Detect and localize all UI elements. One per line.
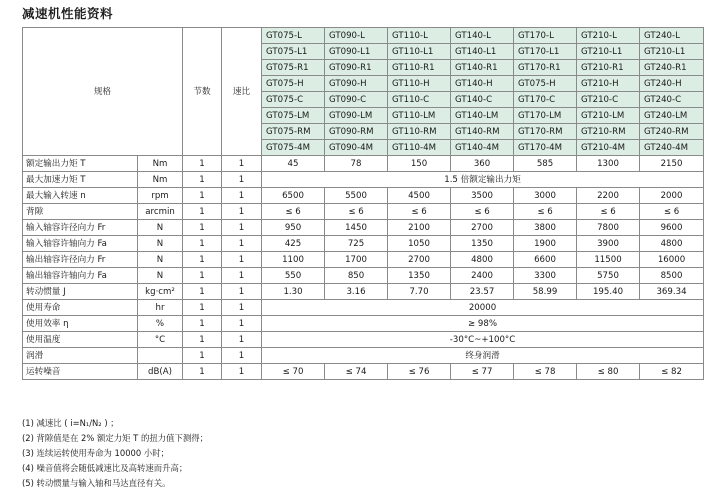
model-cell: GT075-4M	[262, 140, 325, 156]
value-cell: 6600	[514, 252, 577, 268]
row-label: 输出轴容许轴向力 Fa	[23, 268, 138, 284]
value-cell: 8500	[640, 268, 704, 284]
footnote-item: (1) 减速比 ( i=N₁/N₂ ) ；	[22, 418, 119, 428]
value-cell: 1100	[262, 252, 325, 268]
table-row	[23, 252, 704, 268]
value-cell: 360	[451, 156, 514, 172]
value-cell: 2200	[577, 188, 640, 204]
value-cell: ≤ 70	[262, 364, 325, 380]
row-label: 转动惯量 J	[23, 284, 138, 300]
value-cell: 2700	[451, 220, 514, 236]
row-unit: N	[138, 220, 183, 236]
model-cell: GT210-H	[577, 76, 640, 92]
row-ratio: 1	[222, 364, 262, 380]
footnote-item: (3) 连续运转使用寿命为 10000 小时；	[22, 448, 169, 458]
model-cell: GT140-LM	[451, 108, 514, 124]
value-cell: 150	[388, 156, 451, 172]
row-unit: N	[138, 236, 183, 252]
table-row	[23, 364, 704, 380]
model-cell: GT075-H	[262, 76, 325, 92]
value-cell: ≤ 80	[577, 364, 640, 380]
row-stage: 1	[183, 252, 222, 268]
model-cell: GT075-L1	[262, 44, 325, 60]
row-unit: dB(A)	[138, 364, 183, 380]
row-label: 最大加速力矩 T	[23, 172, 138, 188]
model-cell: GT140-R1	[451, 60, 514, 76]
row-label: 最大输入转速 n	[23, 188, 138, 204]
table-row	[23, 204, 704, 220]
row-ratio: 1	[222, 284, 262, 300]
row-ratio: 1	[222, 172, 262, 188]
row-label: 输入轴容许轴向力 Fa	[23, 236, 138, 252]
model-cell: GT170-R1	[514, 60, 577, 76]
value-cell: 2150	[640, 156, 704, 172]
model-cell: GT140-L1	[451, 44, 514, 60]
model-cell: GT240-4M	[640, 140, 704, 156]
value-cell: ≤ 6	[514, 204, 577, 220]
model-cell: GT075-C	[262, 92, 325, 108]
model-cell: GT090-C	[325, 92, 388, 108]
value-cell: 23.57	[451, 284, 514, 300]
value-cell: ≤ 6	[640, 204, 704, 220]
model-cell: GT170-L1	[514, 44, 577, 60]
row-label: 使用温度	[23, 332, 138, 348]
row-label: 使用效率 η	[23, 316, 138, 332]
model-cell: GT240-H	[640, 76, 704, 92]
table-row	[23, 188, 704, 204]
value-cell: 5500	[325, 188, 388, 204]
value-cell: 3000	[514, 188, 577, 204]
value-cell: 425	[262, 236, 325, 252]
model-cell: GT110-C	[388, 92, 451, 108]
model-cell: GT110-RM	[388, 124, 451, 140]
row-span-value: 1.5 倍额定输出力矩	[262, 172, 704, 188]
model-cell: GT210-L	[577, 28, 640, 44]
value-cell: 4800	[451, 252, 514, 268]
value-cell: 9600	[640, 220, 704, 236]
row-ratio: 1	[222, 156, 262, 172]
model-cell: GT240-RM	[640, 124, 704, 140]
row-unit: N	[138, 268, 183, 284]
stages-header: 节数	[183, 28, 222, 156]
model-cell: GT240-LM	[640, 108, 704, 124]
row-stage: 1	[183, 204, 222, 220]
value-cell: 725	[325, 236, 388, 252]
value-cell: ≤ 76	[388, 364, 451, 380]
row-ratio: 1	[222, 268, 262, 284]
row-unit: %	[138, 316, 183, 332]
value-cell: 58.99	[514, 284, 577, 300]
table-row	[23, 172, 704, 188]
value-cell: 7.70	[388, 284, 451, 300]
table-row	[23, 332, 704, 348]
model-cell: GT075-H	[514, 76, 577, 92]
row-stage: 1	[183, 364, 222, 380]
row-label: 输入轴容许径向力 Fr	[23, 220, 138, 236]
row-stage: 1	[183, 332, 222, 348]
row-unit: arcmin	[138, 204, 183, 220]
value-cell: 1300	[577, 156, 640, 172]
footnotes	[22, 416, 208, 491]
model-cell: GT075-L	[262, 28, 325, 44]
model-cell: GT140-L	[451, 28, 514, 44]
table-row	[23, 316, 704, 332]
model-cell: GT075-R1	[262, 60, 325, 76]
footnote-item: (5) 转动惯量与输入轴和马达直径有关。	[22, 478, 171, 488]
value-cell: 2100	[388, 220, 451, 236]
row-ratio: 1	[222, 220, 262, 236]
value-cell: 16000	[640, 252, 704, 268]
model-cell: GT210-R1	[577, 60, 640, 76]
table-row	[23, 284, 704, 300]
row-unit: Nm	[138, 156, 183, 172]
row-unit: Nm	[138, 172, 183, 188]
table-row	[23, 268, 704, 284]
model-cell: GT140-4M	[451, 140, 514, 156]
row-span-value: 终身润滑	[262, 348, 704, 364]
value-cell: 585	[514, 156, 577, 172]
row-label: 输出轴容许径向力 Fr	[23, 252, 138, 268]
value-cell: ≤ 6	[451, 204, 514, 220]
row-ratio: 1	[222, 236, 262, 252]
value-cell: 3800	[514, 220, 577, 236]
model-cell: GT090-LM	[325, 108, 388, 124]
model-cell: GT090-R1	[325, 60, 388, 76]
model-cell: GT110-4M	[388, 140, 451, 156]
row-unit: °C	[138, 332, 183, 348]
value-cell: 550	[262, 268, 325, 284]
value-cell: ≤ 78	[514, 364, 577, 380]
model-cell: GT075-LM	[262, 108, 325, 124]
value-cell: 11500	[577, 252, 640, 268]
value-cell: 2400	[451, 268, 514, 284]
row-stage: 1	[183, 188, 222, 204]
row-unit: hr	[138, 300, 183, 316]
row-stage: 1	[183, 236, 222, 252]
row-stage: 1	[183, 220, 222, 236]
value-cell: 4500	[388, 188, 451, 204]
model-cell: GT090-RM	[325, 124, 388, 140]
model-cell: GT140-C	[451, 92, 514, 108]
row-stage: 1	[183, 172, 222, 188]
model-cell: GT075-RM	[262, 124, 325, 140]
model-cell: GT210-C	[577, 92, 640, 108]
value-cell: 1350	[451, 236, 514, 252]
value-cell: 3.16	[325, 284, 388, 300]
model-cell: GT090-H	[325, 76, 388, 92]
model-cell: GT110-L1	[388, 44, 451, 60]
model-cell: GT110-H	[388, 76, 451, 92]
row-stage: 1	[183, 348, 222, 364]
value-cell: ≤ 77	[451, 364, 514, 380]
model-cell: GT210-RM	[577, 124, 640, 140]
row-unit: kg·cm²	[138, 284, 183, 300]
row-label: 背隙	[23, 204, 138, 220]
value-cell: 195.40	[577, 284, 640, 300]
value-cell: 3300	[514, 268, 577, 284]
value-cell: 6500	[262, 188, 325, 204]
row-span-value: -30°C~+100°C	[262, 332, 704, 348]
model-cell: GT240-L	[640, 28, 704, 44]
model-cell: GT170-RM	[514, 124, 577, 140]
value-cell: 1050	[388, 236, 451, 252]
value-cell: 369.34	[640, 284, 704, 300]
row-stage: 1	[183, 268, 222, 284]
row-ratio: 1	[222, 252, 262, 268]
ratio-header: 速比	[222, 28, 262, 156]
value-cell: ≤ 6	[262, 204, 325, 220]
row-stage: 1	[183, 300, 222, 316]
value-cell: ≤ 6	[388, 204, 451, 220]
performance-table	[22, 27, 704, 380]
table-row	[23, 348, 704, 364]
spec-header: 规格	[23, 28, 183, 156]
row-stage: 1	[183, 284, 222, 300]
model-cell: GT170-C	[514, 92, 577, 108]
model-cell: GT210-L1	[577, 44, 640, 60]
row-unit: rpm	[138, 188, 183, 204]
value-cell: 7800	[577, 220, 640, 236]
model-cell: GT090-L	[325, 28, 388, 44]
row-span-value: 20000	[262, 300, 704, 316]
value-cell: 2700	[388, 252, 451, 268]
row-ratio: 1	[222, 348, 262, 364]
value-cell: 1.30	[262, 284, 325, 300]
model-cell: GT170-LM	[514, 108, 577, 124]
model-cell: GT110-L	[388, 28, 451, 44]
footnote-item: (4) 噪音值将会随低减速比及高转速而升高；	[22, 463, 188, 473]
row-stage: 1	[183, 156, 222, 172]
value-cell: 78	[325, 156, 388, 172]
table-row	[23, 156, 704, 172]
model-cell: GT090-L1	[325, 44, 388, 60]
value-cell: ≤ 6	[577, 204, 640, 220]
value-cell: 1700	[325, 252, 388, 268]
row-label: 使用寿命	[23, 300, 138, 316]
value-cell: 4800	[640, 236, 704, 252]
value-cell: 2000	[640, 188, 704, 204]
row-ratio: 1	[222, 332, 262, 348]
row-label: 润滑	[23, 348, 138, 364]
model-cell: GT090-4M	[325, 140, 388, 156]
model-cell: GT110-LM	[388, 108, 451, 124]
model-row	[23, 28, 704, 44]
row-ratio: 1	[222, 188, 262, 204]
value-cell: 45	[262, 156, 325, 172]
row-ratio: 1	[222, 316, 262, 332]
value-cell: 5750	[577, 268, 640, 284]
model-cell: GT240-C	[640, 92, 704, 108]
model-cell: GT210-4M	[577, 140, 640, 156]
row-label: 运转噪音	[23, 364, 138, 380]
model-cell: GT210-L1	[640, 44, 704, 60]
model-cell: GT140-H	[451, 76, 514, 92]
row-ratio: 1	[222, 204, 262, 220]
value-cell: 850	[325, 268, 388, 284]
model-cell: GT110-R1	[388, 60, 451, 76]
row-span-value: ≥ 98%	[262, 316, 704, 332]
model-cell: GT210-LM	[577, 108, 640, 124]
value-cell: ≤ 6	[325, 204, 388, 220]
table-row	[23, 236, 704, 252]
page-title: 减速机性能资料	[22, 6, 114, 21]
model-cell: GT170-4M	[514, 140, 577, 156]
table-row	[23, 220, 704, 236]
row-ratio: 1	[222, 300, 262, 316]
value-cell: 3900	[577, 236, 640, 252]
value-cell: 3500	[451, 188, 514, 204]
row-label: 额定输出力矩 T	[23, 156, 138, 172]
model-cell: GT170-L	[514, 28, 577, 44]
value-cell: 1900	[514, 236, 577, 252]
value-cell: 1350	[388, 268, 451, 284]
model-cell: GT240-R1	[640, 60, 704, 76]
row-unit: N	[138, 252, 183, 268]
value-cell: 1450	[325, 220, 388, 236]
table-row	[23, 300, 704, 316]
model-cell: GT140-RM	[451, 124, 514, 140]
value-cell: ≤ 82	[640, 364, 704, 380]
row-unit	[138, 348, 183, 364]
footnote-item: (2) 背隙值是在 2% 额定力矩 T 的扭力值下测得；	[22, 433, 208, 443]
value-cell: 950	[262, 220, 325, 236]
value-cell: ≤ 74	[325, 364, 388, 380]
row-stage: 1	[183, 316, 222, 332]
